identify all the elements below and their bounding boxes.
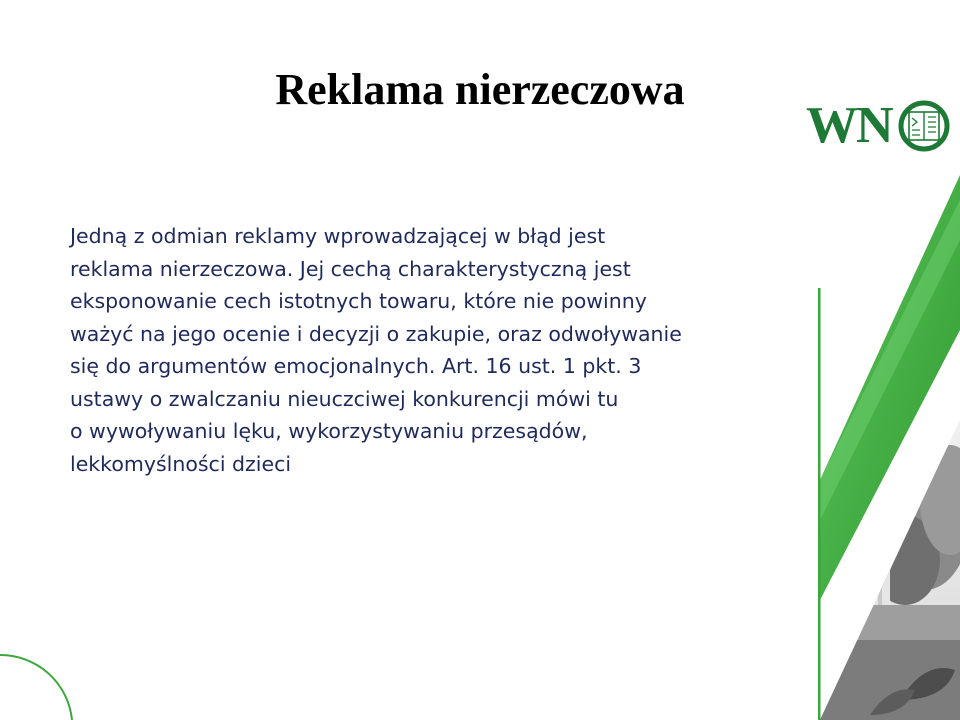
body-line: ważyć na jego ocenie i decyzji o zakupie, oraz odwoływanie xyxy=(70,321,682,346)
slide-title: Reklama nierzeczowa xyxy=(275,65,685,114)
body-line: eksponowanie cech istotnych towaru, które nie powinny xyxy=(70,289,647,313)
logo-text: WN xyxy=(806,97,892,154)
wno-seal-icon xyxy=(898,100,950,152)
body-line: ustawy o zwalczaniu nieuczciwej konkurencji mówi tu xyxy=(70,386,619,411)
body-line: lekkomyślności dzieci xyxy=(70,451,292,476)
body-line: reklama nierzeczowa. Jej cechą charakterystyczną jest xyxy=(70,256,631,281)
green-band xyxy=(820,200,960,520)
wno-logo xyxy=(806,96,952,156)
body-line: o wywoływaniu lęku, wykorzystywaniu przesądów, xyxy=(70,419,588,443)
building-photo-icon xyxy=(820,400,960,720)
green-arc xyxy=(0,655,72,720)
body-line: Jedną z odmian reklamy wprowadzającej w błąd jest xyxy=(70,224,606,248)
green-vertical-line xyxy=(818,288,821,720)
green-triangle xyxy=(820,175,960,600)
body-line: się do argumentów emocjonalnych. Art. 16 ust. 1 pkt. 3 xyxy=(70,354,642,378)
slide-body-text xyxy=(70,220,750,480)
